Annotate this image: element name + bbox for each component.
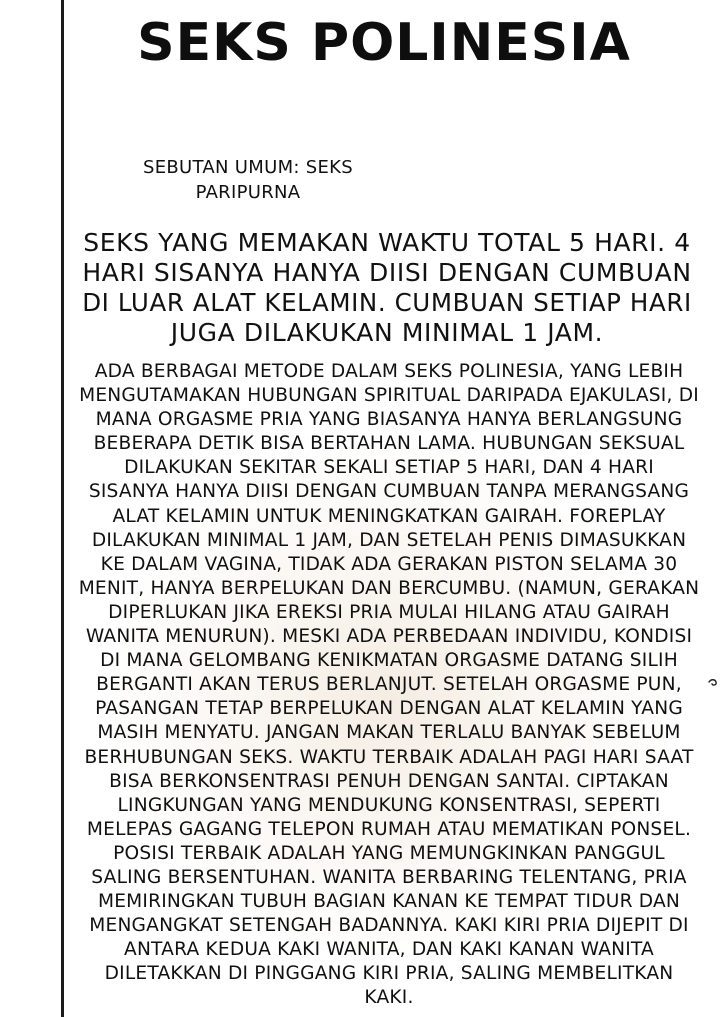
lead-line: DI LUAR ALAT KELAMIN. CUMBUAN SETIAP HARI [82, 288, 692, 317]
body-line: BERHUBUNGAN SEKS. WAKTU TERBAIK ADALAH PAGI HARI SAAT [84, 746, 694, 768]
body-line: BEBERAPA DETIK BISA BERTAHAN LAMA. HUBUNGAN SEKSUAL [93, 433, 685, 455]
lead-line: HARI SISANYA HANYA DIISI DENGAN CUMBUAN [82, 258, 692, 287]
body-line: ANTARA KEDUA KAKI WANITA, DAN KAKI KANAN WANITA [124, 939, 654, 961]
body-line: MASIH MENYATU. JANGAN MAKAN TERLALU BANYAK SEBELUM [97, 722, 681, 744]
scribble-mark-icon [706, 676, 720, 690]
body-line: ALAT KELAMIN UNTUK MENINGKATKAN GAIRAH. FOREPLAY [112, 505, 666, 527]
body-line: POSISI TERBAIK ADALAH YANG MEMUNGKINKAN PANGGUL [113, 842, 665, 864]
body-line: DILAKUKAN SEKITAR SEKALI SETIAP 5 HARI, DAN 4 HARI [124, 457, 654, 479]
lead-line: SEKS YANG MEMAKAN WAKTU TOTAL 5 HARI. 4 [83, 228, 691, 257]
body-line: DILETAKKAN DI PINGGANG KIRI PRIA, SALING MEMBELITKAN [104, 963, 674, 985]
body-paragraph [64, 360, 714, 1011]
body-line: ADA BERBAGAI METODE DALAM SEKS POLINESIA, YANG LEBIH [94, 361, 684, 382]
body-line: LINGKUNGAN YANG MENDUKUNG KONSENTRASI, SEPERTI [117, 794, 661, 816]
common-name-line: SEBUTAN UMUM: SEKS [142, 157, 354, 178]
body-line: MENGUTAMAKAN HUBUNGAN SPIRITUAL DARIPADA EJAKULASI, DI [79, 385, 699, 407]
body-line: SALING BERSENTUHAN. WANITA BERBARING TELENTANG, PRIA [91, 866, 687, 888]
lead-paragraph [82, 228, 692, 348]
body-line: PASANGAN TETAP BERPELUKAN DENGAN ALAT KELAMIN YANG [95, 698, 683, 720]
common-name-caption [128, 155, 368, 205]
body-line: DILAKUKAN MINIMAL 1 JAM, DAN SETELAH PENIS DIMASUKKAN [91, 529, 687, 551]
body-line: WANITA MENURUN). MESKI ADA PERBEDAAN INDIVIDU, KONDISI [85, 626, 693, 648]
body-line: SISANYA HANYA DIISI DENGAN CUMBUAN TANPA MERANGSANG [88, 481, 690, 503]
page-title: SEKS POLINESIA [137, 13, 631, 73]
body-line: KAKI. [364, 987, 414, 1009]
body-line: KE DALAM VAGINA, TIDAK ADA GERAKAN PISTON SELAMA 30 [100, 553, 678, 575]
lead-line: JUGA DILAKUKAN MINIMAL 1 JAM. [170, 318, 604, 347]
body-line: MEMIRINGKAN TUBUH BAGIAN KANAN KE TEMPAT TIDUR DAN [97, 891, 681, 913]
body-line: BISA BERKONSENTRASI PENUH DENGAN SANTAI. CIPTAKAN [109, 770, 669, 792]
body-line: MENIT, HANYA BERPELUKAN DAN BERCUMBU. (NAMUN, GERAKAN [78, 577, 700, 599]
body-line: MANA ORGASME PRIA YANG BIASANYA HANYA BERLANGSUNG [95, 409, 683, 431]
body-line: DIPERLUKAN JIKA EREKSI PRIA MULAI HILANG ATAU GAIRAH [108, 601, 670, 623]
common-name-line: PARIPURNA [195, 182, 301, 203]
body-line: MELEPAS GAGANG TELEPON RUMAH ATAU MEMATIKAN PONSEL. [86, 818, 692, 840]
body-line: MENGANGKAT SETENGAH BADANNYA. KAKI KIRI PRIA DIJEPIT DI [89, 915, 689, 937]
body-line: DI MANA GELOMBANG KENIKMATAN ORGASME DATANG SILIH [100, 650, 678, 672]
body-line: BERGANTI AKAN TERUS BERLANJUT. SETELAH ORGASME PUN, [96, 674, 682, 696]
